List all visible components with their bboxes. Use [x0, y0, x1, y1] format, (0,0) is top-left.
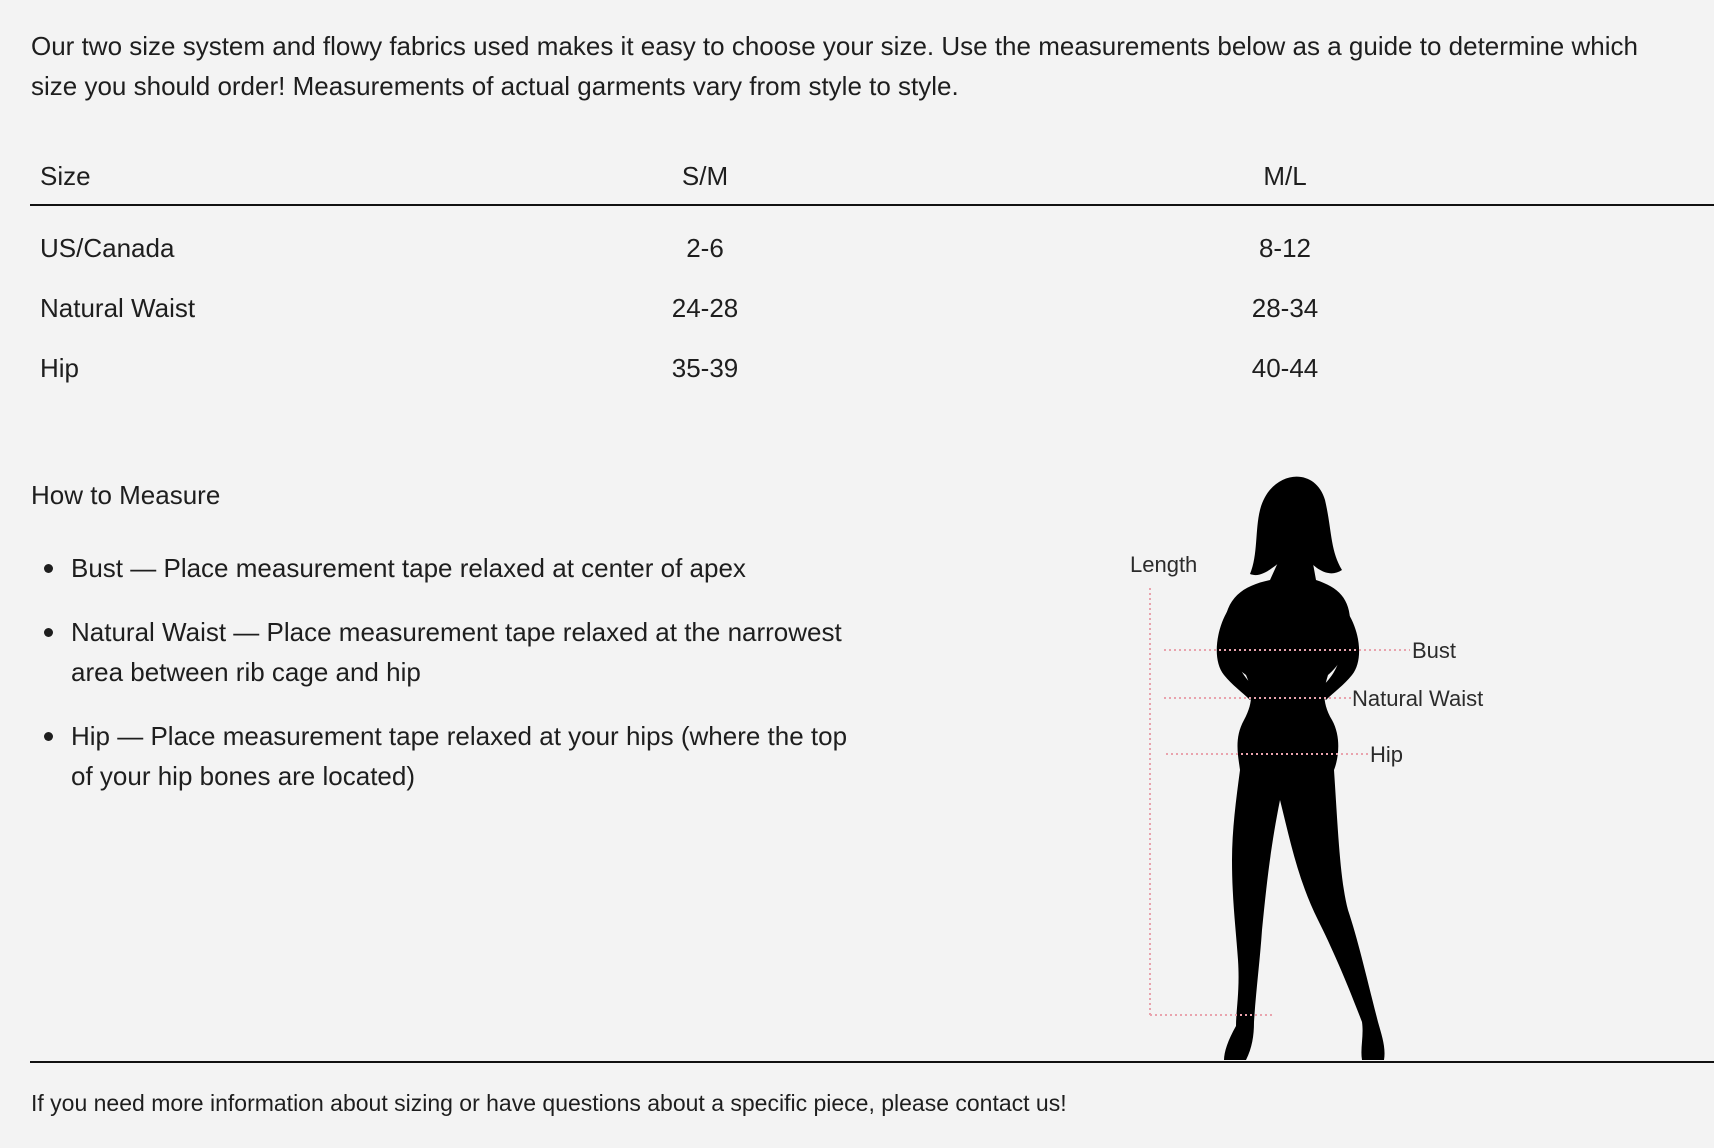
bullet-icon [44, 732, 53, 741]
woman-silhouette-icon [1217, 477, 1385, 1060]
ml-value: 40-44 [1251, 352, 1319, 383]
intro-paragraph: Our two size system and flowy fabrics used makes it easy to choose your size. Use the measurements below as a guide to determine which size you should order! Measurements of actual garments vary from style to style. [31, 31, 1638, 101]
table-header-row [30, 148, 1714, 205]
ml-value: 28-34 [1251, 292, 1319, 323]
measure-instructions-list [40, 548, 860, 820]
row-label: Hip [40, 352, 80, 383]
divider [30, 1061, 1714, 1063]
length-label: Length [1130, 552, 1198, 577]
sm-value: 35-39 [671, 352, 739, 383]
list-item [40, 548, 860, 588]
ml-value: 8-12 [1258, 232, 1312, 263]
header-ml: M/L [1220, 148, 1350, 205]
measurement-figure [1120, 470, 1520, 1070]
table-row [30, 205, 1714, 278]
table-row [30, 338, 1714, 398]
hip-instruction: Hip — Place measurement tape relaxed at your hips (where the top of your hip bones are located) [71, 721, 848, 791]
header-size: Size [30, 148, 640, 205]
contact-note: If you need more information about sizing or have questions about a specific piece, please contact us! [31, 1090, 1067, 1116]
waist-label: Natural Waist [1352, 686, 1484, 711]
bullet-icon [44, 628, 53, 637]
row-label: Natural Waist [40, 292, 196, 323]
row-label: US/Canada [40, 232, 175, 263]
list-item [40, 612, 860, 692]
table-row [30, 278, 1714, 338]
list-item [40, 716, 860, 796]
bust-label: Bust [1412, 638, 1457, 663]
size-chart-table [30, 148, 1714, 398]
bust-instruction: Bust — Place measurement tape relaxed at center of apex [71, 553, 746, 583]
bullet-icon [44, 564, 53, 573]
header-sm: S/M [640, 148, 770, 205]
waist-instruction: Natural Waist — Place measurement tape relaxed at the narrowest area between rib cage and hip [71, 617, 842, 687]
sm-value: 2-6 [686, 232, 724, 263]
how-to-measure-heading: How to Measure [31, 480, 221, 510]
hip-label: Hip [1370, 742, 1404, 767]
sm-value: 24-28 [671, 292, 739, 323]
